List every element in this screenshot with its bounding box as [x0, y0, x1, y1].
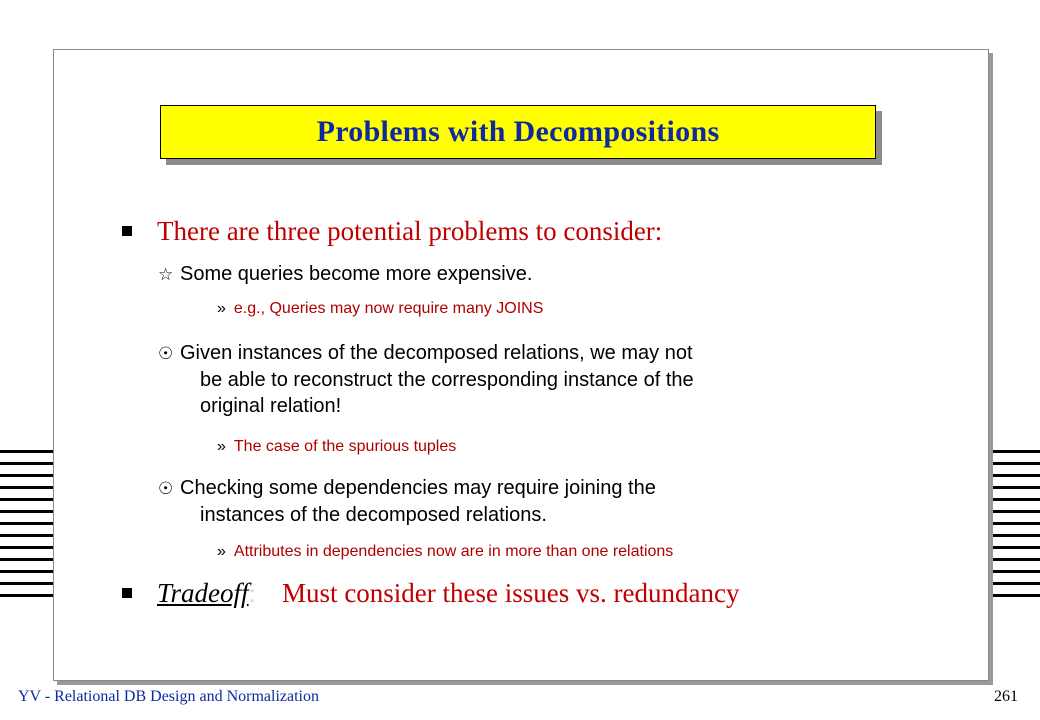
- raquo-icon: »: [217, 543, 226, 560]
- example-text: e.g., Queries may now require many JOINS: [233, 300, 544, 317]
- sub-item-expensive: [158, 261, 898, 288]
- slide-title: Problems with Decompositions: [316, 115, 720, 148]
- sub-item-line: Checking some dependencies may require joining the: [180, 477, 656, 499]
- raquo-icon: »: [217, 438, 226, 455]
- star-icon: ☆: [158, 265, 174, 284]
- example-text: The case of the spurious tuples: [233, 438, 457, 455]
- square-bullet-icon: [122, 226, 132, 236]
- sub-item-line: be able to reconstruct the corresponding instance of the: [200, 369, 694, 391]
- sub-item-text: Some queries become more expensive.: [180, 263, 533, 285]
- clock-icon: ☉: [158, 479, 174, 498]
- sub-item-line: Given instances of the decomposed relations, we may not: [180, 342, 693, 364]
- footer-course: YV - Relational DB Design and Normalization: [18, 688, 319, 705]
- sub-item-reconstruct: [158, 340, 898, 419]
- raquo-icon: »: [217, 300, 226, 317]
- page-number: 261: [994, 688, 1018, 705]
- tradeoff-text: Must consider these issues vs. redundancy: [282, 578, 740, 608]
- example-item-joins: [217, 300, 543, 318]
- bullet-text: There are three potential problems to consider:: [157, 216, 663, 246]
- tradeoff-label: Tradeoff: [157, 578, 249, 608]
- sub-item-line: original relation!: [200, 395, 342, 417]
- sub-item-line: instances of the decomposed relations.: [200, 504, 547, 526]
- example-item-spurious: [217, 438, 456, 456]
- sub-item-checking: [158, 475, 898, 528]
- bullet-item-problems: [122, 216, 662, 247]
- bullet-item-tradeoff: [122, 578, 739, 609]
- tradeoff-colon: :: [248, 578, 257, 608]
- example-text: Attributes in dependencies now are in more than one relations: [233, 543, 674, 560]
- square-bullet-icon: [122, 588, 132, 598]
- example-item-attributes: [217, 543, 673, 561]
- clock-icon: ☉: [158, 344, 174, 363]
